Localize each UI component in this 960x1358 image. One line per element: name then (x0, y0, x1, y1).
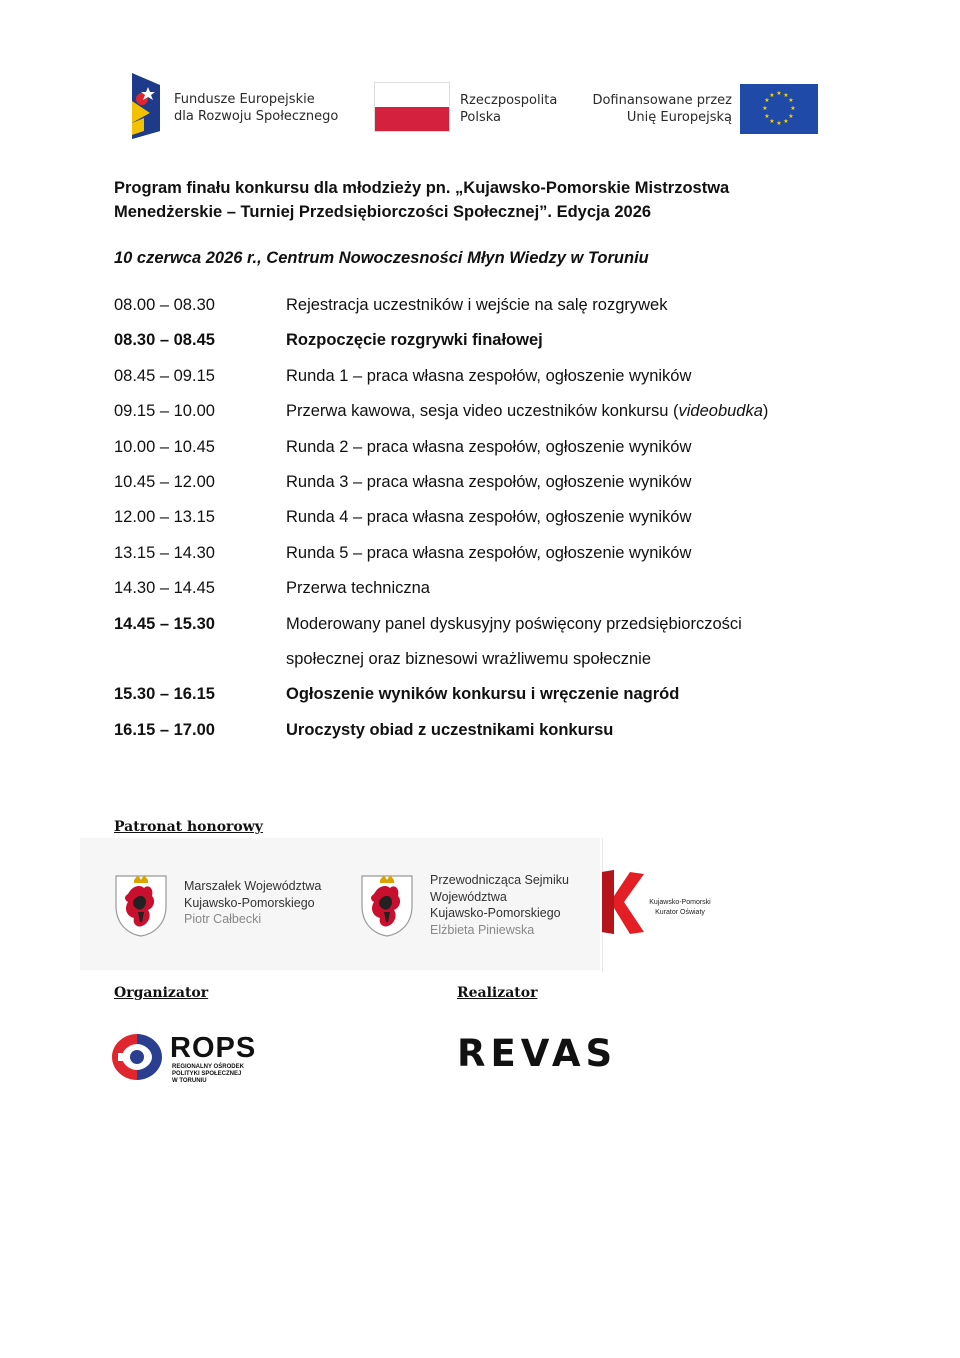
kurator-logo (600, 862, 720, 942)
schedule-desc-line2: społecznej oraz biznesowi wrażliwemu społecznie (286, 649, 651, 668)
patronage-label: Patronat honorowy (114, 819, 263, 835)
schedule-desc: Runda 3 – praca własna zespołów, ogłoszenie wyników (286, 472, 692, 491)
svg-text:★: ★ (762, 105, 768, 112)
svg-text:★: ★ (788, 113, 794, 120)
document-subtitle: 10 czerwca 2026 r., Centrum Nowoczesności Młyn Wiedzy w Toruniu (114, 249, 649, 267)
schedule-time: 15.30 – 16.15 (114, 685, 215, 704)
schedule-time: 14.30 – 14.45 (114, 579, 215, 598)
schedule-time: 08.30 – 08.45 (114, 331, 215, 350)
marshal-crest-icon (114, 872, 168, 938)
sejmik-line3: Kujawsko-Pomorskiego (430, 906, 561, 920)
rp-logo-line1: Rzeczpospolita (460, 93, 558, 108)
organizer-label: Organizator (114, 985, 209, 1001)
schedule-desc: Ogłoszenie wyników konkursu i wręczenie nagród (286, 685, 680, 704)
rops-logo (110, 1030, 280, 1090)
schedule-row (114, 364, 834, 399)
schedule-desc: Moderowany panel dyskusyjny poświęcony przedsiębiorczości (286, 614, 742, 633)
funds-logo (126, 73, 366, 141)
schedule-row (114, 293, 834, 328)
schedule-time: 16.15 – 17.00 (114, 720, 215, 739)
polish-flag-icon (374, 82, 450, 132)
schedule-row (114, 576, 834, 611)
svg-text:★: ★ (783, 92, 789, 99)
schedule-time: 13.15 – 14.30 (114, 543, 215, 562)
funds-logo-text (174, 91, 338, 125)
schedule-desc (286, 399, 768, 423)
schedule-time: 09.15 – 10.00 (114, 402, 215, 421)
svg-text:★: ★ (769, 92, 775, 99)
svg-text:★: ★ (764, 113, 770, 120)
rp-logo-line2: Polska (460, 110, 501, 125)
schedule-time: 10.45 – 12.00 (114, 472, 215, 491)
schedule-row (114, 612, 834, 683)
patronage-logos (80, 838, 720, 972)
schedule-row (114, 399, 834, 434)
schedule-time: 08.00 – 08.30 (114, 296, 215, 314)
schedule-desc: Uroczysty obiad z uczestnikami konkursu (286, 720, 614, 739)
schedule-desc: Rejestracja uczestników i wejście na salę rozgrywek (286, 296, 668, 314)
realizer-label: Realizator (457, 985, 538, 1001)
schedule (114, 293, 834, 753)
schedule-desc: Runda 5 – praca własna zespołów, ogłoszenie wyników (286, 543, 692, 562)
rops-mark-icon (110, 1032, 164, 1082)
funds-logo-line1: Fundusze Europejskie (174, 92, 315, 107)
svg-text:★: ★ (783, 118, 789, 125)
schedule-time: 14.45 – 15.30 (114, 614, 215, 633)
eu-logo (590, 82, 826, 136)
rops-name: ROPS (170, 1032, 257, 1064)
schedule-row (114, 541, 834, 576)
marshal-text (184, 878, 321, 928)
document-title: Program finału konkursu dla młodzieży pn. „Kujawsko-Pomorskie Mistrzostwa Menedżerskie – Turniej Przedsiębiorczości Społecznej”. Edycja 2026 (114, 179, 730, 221)
sejmik-text (430, 872, 569, 938)
rp-logo (374, 82, 574, 136)
schedule-row (114, 718, 834, 753)
schedule-desc: Runda 1 – praca własna zespołów, ogłoszenie wyników (286, 366, 692, 385)
svg-text:★: ★ (776, 120, 782, 127)
eu-flag-icon (740, 84, 818, 134)
schedule-desc: Rozpoczęcie rozgrywki finałowej (286, 331, 543, 350)
schedule-row (114, 328, 834, 363)
schedule-time: 08.45 – 09.15 (114, 366, 215, 385)
eu-logo-line1: Dofinansowane przez (592, 93, 732, 108)
svg-text:★: ★ (790, 105, 796, 112)
sejmik-person: Elżbieta Piniewska (430, 922, 535, 937)
kurator-text (640, 898, 720, 918)
rops-sub1: REGIONALNY OŚRODEK (172, 1064, 244, 1070)
svg-text:★: ★ (764, 97, 770, 104)
schedule-desc: Runda 4 – praca własna zespołów, ogłoszenie wyników (286, 508, 692, 527)
rops-subtitle (172, 1064, 244, 1085)
schedule-row (114, 435, 834, 470)
schedule-desc: Przerwa techniczna (286, 579, 430, 598)
funds-flag-icon (126, 73, 164, 139)
schedule-time: 10.00 – 10.45 (114, 437, 215, 456)
rops-sub2: POLITYKI SPOŁECZNEJ (172, 1071, 242, 1077)
schedule-desc-italic: videobudka (678, 402, 763, 421)
rops-sub3: W TORUNIU (172, 1078, 207, 1084)
rp-logo-text (460, 92, 557, 126)
kurator-line1: Kujawsko-Pomorski (649, 899, 711, 906)
schedule-time: 12.00 – 13.15 (114, 508, 215, 527)
logo-bar (126, 70, 826, 142)
eu-logo-text (590, 92, 732, 126)
revas-logo: REVAS (457, 1032, 618, 1075)
svg-text:★: ★ (776, 90, 782, 97)
funds-logo-line2: dla Rozwoju Społecznego (174, 109, 339, 124)
schedule-desc-after: ) (762, 402, 769, 421)
sejmik-line2: Województwa (430, 889, 507, 904)
schedule-desc: Runda 2 – praca własna zespołów, ogłoszenie wyników (286, 437, 692, 456)
kurator-k-icon (600, 870, 644, 934)
sejmik-line1: Przewodnicząca Sejmiku (430, 873, 569, 887)
kurator-line2: Kurator Oświaty (655, 909, 705, 916)
schedule-row (114, 505, 834, 540)
marshal-line2: Kujawsko-Pomorskiego (184, 895, 315, 910)
eu-logo-line2: Unię Europejską (626, 110, 732, 125)
schedule-desc-text: Przerwa kawowa, sesja video uczestników konkursu ( (286, 402, 679, 421)
marshal-line1: Marszałek Województwa (184, 879, 322, 893)
svg-text:★: ★ (788, 97, 794, 104)
svg-text:★: ★ (769, 118, 775, 125)
sejmik-crest-icon (360, 872, 414, 938)
marshal-person: Piotr Całbecki (184, 912, 262, 926)
schedule-row (114, 470, 834, 505)
schedule-row (114, 682, 834, 717)
